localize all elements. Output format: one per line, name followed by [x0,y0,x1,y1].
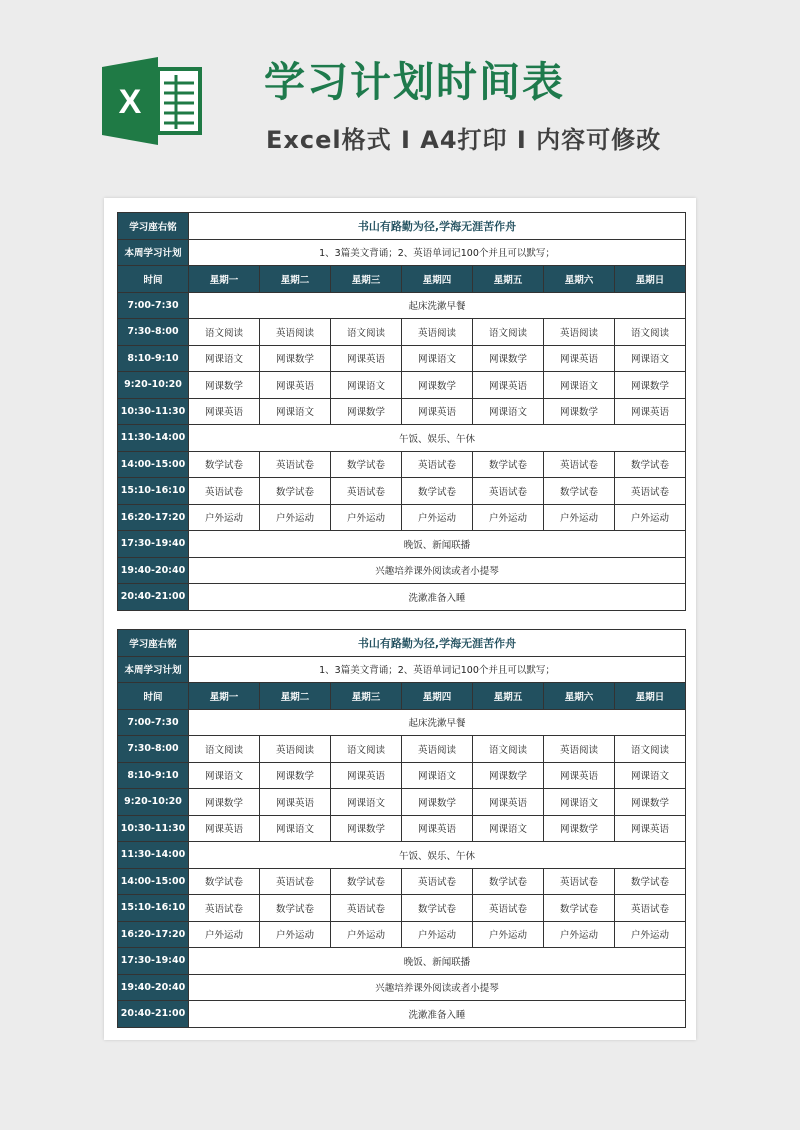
activity-cell[interactable]: 英语试卷 [189,478,260,505]
logo-letter: X [118,83,142,121]
activity-cell[interactable]: 网课语文 [544,789,615,816]
activity-cell[interactable]: 英语试卷 [544,451,615,478]
activity-cell[interactable]: 英语试卷 [615,895,686,922]
motto-label: 学习座右铭 [118,213,189,240]
activity-cell[interactable]: 网课语文 [189,345,260,372]
plan-label: 本周学习计划 [118,239,189,266]
merged-activity-cell[interactable]: 兴趣培养课外阅读或者小提琴 [189,974,686,1001]
day-header: 星期二 [260,683,331,710]
merged-activity-cell[interactable]: 晚饭、新闻联播 [189,948,686,975]
activity-cell[interactable]: 英语阅读 [544,736,615,763]
activity-cell[interactable]: 户外运动 [544,921,615,948]
activity-cell[interactable]: 英语试卷 [544,868,615,895]
activity-cell[interactable]: 网课数学 [615,789,686,816]
activity-cell[interactable]: 数学试卷 [473,451,544,478]
activity-cell[interactable]: 英语试卷 [189,895,260,922]
activity-cell[interactable]: 数学试卷 [615,451,686,478]
page-title: 学习计划时间表 [264,58,565,106]
day-header: 星期一 [189,683,260,710]
activity-cell[interactable]: 语文阅读 [189,736,260,763]
activity-cell[interactable]: 网课语文 [402,762,473,789]
motto-text[interactable]: 书山有路勤为径,学海无涯苦作舟 [189,630,686,657]
header [0,0,800,200]
activity-cell[interactable]: 语文阅读 [331,736,402,763]
activity-cell[interactable]: 网课英语 [331,762,402,789]
activity-cell[interactable]: 语文阅读 [189,319,260,346]
activity-cell[interactable]: 英语试卷 [473,478,544,505]
schedule-row [118,557,686,584]
activity-cell[interactable]: 语文阅读 [615,736,686,763]
activity-cell[interactable]: 网课英语 [331,345,402,372]
activity-cell[interactable]: 户外运动 [402,921,473,948]
time-slot: 9:20-10:20 [118,789,189,816]
day-header: 星期四 [402,683,473,710]
activity-cell[interactable]: 英语阅读 [402,319,473,346]
plan-label: 本周学习计划 [118,656,189,683]
time-slot: 15:10-16:10 [118,478,189,505]
activity-cell[interactable]: 网课英语 [544,345,615,372]
activity-cell[interactable]: 网课数学 [331,398,402,425]
schedule-row [118,372,686,399]
activity-cell[interactable]: 英语阅读 [260,736,331,763]
activity-cell[interactable]: 网课数学 [331,815,402,842]
time-slot: 19:40-20:40 [118,557,189,584]
activity-cell[interactable]: 英语试卷 [402,868,473,895]
day-header: 星期六 [544,266,615,293]
activity-cell[interactable]: 网课语文 [331,789,402,816]
schedule-row [118,584,686,611]
time-header: 时间 [118,683,189,710]
time-slot: 17:30-19:40 [118,531,189,558]
time-slot: 8:10-9:10 [118,762,189,789]
time-slot: 11:30-14:00 [118,842,189,869]
schedule-row [118,292,686,319]
activity-cell[interactable]: 网课数学 [615,372,686,399]
activity-cell[interactable]: 语文阅读 [473,736,544,763]
day-header: 星期六 [544,683,615,710]
activity-cell[interactable]: 网课英语 [473,372,544,399]
merged-activity-cell[interactable]: 兴趣培养课外阅读或者小提琴 [189,557,686,584]
activity-cell[interactable]: 户外运动 [473,504,544,531]
time-slot: 14:00-15:00 [118,451,189,478]
sheet [104,198,696,1040]
schedule-row [118,868,686,895]
time-slot: 7:00-7:30 [118,709,189,736]
activity-cell[interactable]: 网课英语 [402,815,473,842]
activity-cell[interactable]: 网课英语 [615,815,686,842]
activity-cell[interactable]: 户外运动 [473,921,544,948]
plan-row [118,656,686,683]
time-slot: 15:10-16:10 [118,895,189,922]
day-header: 星期日 [615,683,686,710]
schedule-row [118,504,686,531]
time-slot: 19:40-20:40 [118,974,189,1001]
merged-activity-cell[interactable]: 午饭、娱乐、午休 [189,842,686,869]
time-slot: 10:30-11:30 [118,398,189,425]
activity-cell[interactable]: 网课语文 [615,762,686,789]
time-slot: 7:30-8:00 [118,736,189,763]
activity-cell[interactable]: 语文阅读 [473,319,544,346]
activity-cell[interactable]: 英语试卷 [260,868,331,895]
schedule-row [118,736,686,763]
activity-cell[interactable]: 网课数学 [544,398,615,425]
motto-text[interactable]: 书山有路勤为径,学海无涯苦作舟 [189,213,686,240]
activity-cell[interactable]: 英语试卷 [331,895,402,922]
activity-cell[interactable]: 数学试卷 [402,895,473,922]
merged-activity-cell[interactable]: 午饭、娱乐、午休 [189,425,686,452]
activity-cell[interactable]: 语文阅读 [615,319,686,346]
activity-cell[interactable]: 网课数学 [473,762,544,789]
activity-cell[interactable]: 网课英语 [402,398,473,425]
activity-cell[interactable]: 语文阅读 [331,319,402,346]
activity-cell[interactable]: 网课英语 [544,762,615,789]
day-header: 星期日 [615,266,686,293]
merged-activity-cell[interactable]: 洗漱准备入睡 [189,1001,686,1028]
schedule-row [118,709,686,736]
day-header: 星期一 [189,266,260,293]
activity-cell[interactable]: 英语阅读 [544,319,615,346]
schedule-row [118,451,686,478]
activity-cell[interactable]: 网课语文 [260,398,331,425]
activity-cell[interactable]: 网课语文 [189,762,260,789]
activity-cell[interactable]: 英语阅读 [260,319,331,346]
activity-cell[interactable]: 网课语文 [615,345,686,372]
activity-cell[interactable]: 英语阅读 [402,736,473,763]
activity-cell[interactable]: 户外运动 [615,921,686,948]
schedule-row [118,789,686,816]
time-slot: 20:40-21:00 [118,584,189,611]
activity-cell[interactable]: 网课语文 [402,345,473,372]
day-header: 星期二 [260,266,331,293]
activity-cell[interactable]: 网课英语 [189,815,260,842]
schedule-table-1 [117,212,686,611]
merged-activity-cell[interactable]: 起床洗漱早餐 [189,292,686,319]
activity-cell[interactable]: 数学试卷 [331,868,402,895]
schedule-row [118,1001,686,1028]
day-header: 星期三 [331,683,402,710]
time-slot: 7:00-7:30 [118,292,189,319]
activity-cell[interactable]: 英语试卷 [615,478,686,505]
time-slot: 8:10-9:10 [118,345,189,372]
schedule-row [118,762,686,789]
activity-cell[interactable]: 户外运动 [402,504,473,531]
activity-cell[interactable]: 网课语文 [473,398,544,425]
day-header: 星期五 [473,683,544,710]
schedule-row [118,974,686,1001]
activity-cell[interactable]: 户外运动 [615,504,686,531]
activity-cell[interactable]: 网课数学 [260,345,331,372]
activity-cell[interactable]: 网课数学 [189,789,260,816]
activity-cell[interactable]: 网课数学 [473,345,544,372]
merged-activity-cell[interactable]: 洗漱准备入睡 [189,584,686,611]
time-slot: 17:30-19:40 [118,948,189,975]
day-header: 星期五 [473,266,544,293]
activity-cell[interactable]: 网课英语 [260,789,331,816]
time-slot: 9:20-10:20 [118,372,189,399]
activity-cell[interactable]: 网课英语 [615,398,686,425]
activity-cell[interactable]: 英语试卷 [260,451,331,478]
activity-cell[interactable]: 英语试卷 [473,895,544,922]
activity-cell[interactable]: 网课语文 [331,372,402,399]
activity-cell[interactable]: 英语试卷 [331,478,402,505]
activity-cell[interactable]: 数学试卷 [189,451,260,478]
motto-row [118,630,686,657]
activity-cell[interactable]: 数学试卷 [473,868,544,895]
activity-cell[interactable]: 网课数学 [402,789,473,816]
activity-cell[interactable]: 网课英语 [189,398,260,425]
day-header-row [118,683,686,710]
schedule-row [118,319,686,346]
activity-cell[interactable]: 数学试卷 [260,478,331,505]
excel-logo-icon [102,57,202,145]
activity-cell[interactable]: 数学试卷 [402,478,473,505]
page-subtitle: Excel格式 I A4打印 I 内容可修改 [266,126,662,154]
schedule-row [118,398,686,425]
plan-row [118,239,686,266]
time-header: 时间 [118,266,189,293]
activity-cell[interactable]: 网课语文 [544,372,615,399]
schedule-row [118,948,686,975]
activity-cell[interactable]: 数学试卷 [260,895,331,922]
schedule-table-2 [117,629,686,1028]
activity-cell[interactable]: 户外运动 [260,921,331,948]
activity-cell[interactable]: 数学试卷 [189,868,260,895]
time-slot: 11:30-14:00 [118,425,189,452]
activity-cell[interactable]: 户外运动 [544,504,615,531]
activity-cell[interactable]: 户外运动 [189,504,260,531]
schedule-row [118,345,686,372]
activity-cell[interactable]: 数学试卷 [544,895,615,922]
schedule-row [118,842,686,869]
day-header: 星期四 [402,266,473,293]
activity-cell[interactable]: 网课数学 [189,372,260,399]
time-slot: 7:30-8:00 [118,319,189,346]
schedule-row [118,921,686,948]
motto-row [118,213,686,240]
activity-cell[interactable]: 网课英语 [473,789,544,816]
schedule-row [118,425,686,452]
time-slot: 10:30-11:30 [118,815,189,842]
activity-cell[interactable]: 网课语文 [260,815,331,842]
time-slot: 16:20-17:20 [118,504,189,531]
activity-cell[interactable]: 户外运动 [331,504,402,531]
schedule-row [118,895,686,922]
activity-cell[interactable]: 英语试卷 [402,451,473,478]
schedule-row [118,531,686,558]
activity-cell[interactable]: 网课数学 [402,372,473,399]
activity-cell[interactable]: 户外运动 [260,504,331,531]
plan-text[interactable]: 1、3篇美文背诵；2、英语单词记100个并且可以默写； [189,656,686,683]
activity-cell[interactable]: 数学试卷 [544,478,615,505]
activity-cell[interactable]: 网课数学 [260,762,331,789]
time-slot: 20:40-21:00 [118,1001,189,1028]
activity-cell[interactable]: 网课语文 [473,815,544,842]
merged-activity-cell[interactable]: 晚饭、新闻联播 [189,531,686,558]
activity-cell[interactable]: 网课数学 [544,815,615,842]
time-slot: 16:20-17:20 [118,921,189,948]
activity-cell[interactable]: 户外运动 [189,921,260,948]
day-header-row [118,266,686,293]
plan-text[interactable]: 1、3篇美文背诵；2、英语单词记100个并且可以默写； [189,239,686,266]
day-header: 星期三 [331,266,402,293]
merged-activity-cell[interactable]: 起床洗漱早餐 [189,709,686,736]
schedule-row [118,815,686,842]
activity-cell[interactable]: 户外运动 [331,921,402,948]
motto-label: 学习座右铭 [118,630,189,657]
activity-cell[interactable]: 数学试卷 [331,451,402,478]
schedule-row [118,478,686,505]
activity-cell[interactable]: 数学试卷 [615,868,686,895]
activity-cell[interactable]: 网课英语 [260,372,331,399]
time-slot: 14:00-15:00 [118,868,189,895]
